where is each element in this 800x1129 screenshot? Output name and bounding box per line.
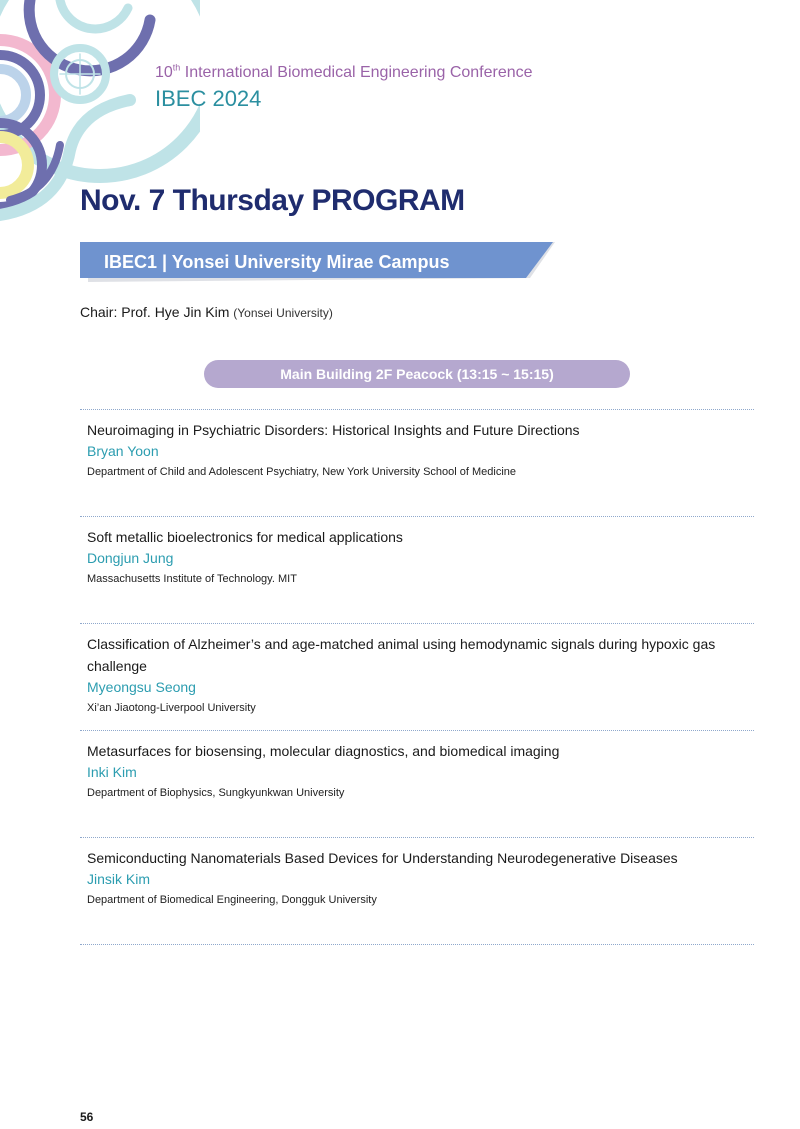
speaker-name: Inki Kim [87,764,137,780]
talk-title: Classification of Alzheimer’s and age-matched animal using hemodynamic signals during hypoxic gas challenge [87,636,716,674]
chair-affiliation: (Yonsei University) [233,306,333,320]
speaker-affiliation: Department of Biophysics, Sungkyunkwan University [87,787,345,799]
chair-name: Chair: Prof. Hye Jin Kim [80,304,230,320]
room-time-badge: Main Building 2F Peacock (13:15 ~ 15:15) [204,360,630,388]
conference-name: International Biomedical Engineering Conference [180,64,533,81]
talk-list [80,409,754,945]
conference-ordinal-suffix: th [172,62,181,73]
speaker-affiliation: Department of Child and Adolescent Psychiatry, New York University School of Medicine [87,466,517,478]
talk-title: Semiconducting Nanomaterials Based Devices for Understanding Neurodegenerative Diseases [87,850,678,866]
session-banner [80,242,555,283]
talk-item [80,838,754,945]
page-title: Nov. 7 Thursday PROGRAM [80,184,465,217]
speaker-affiliation: Department of Biomedical Engineering, Dongguk University [87,894,377,906]
talk-item [80,410,754,517]
session-title: IBEC1 | Yonsei University Mirae Campus [104,252,450,272]
speaker-name: Myeongsu Seong [87,679,196,695]
talk-item [80,624,754,731]
speaker-name: Dongjun Jung [87,550,174,566]
talk-title: Soft metallic bioelectronics for medical applications [87,529,403,545]
talk-title: Neuroimaging in Psychiatric Disorders: Historical Insights and Future Directions [87,422,580,438]
page-number: 56 [80,1110,94,1124]
talk-title: Metasurfaces for biosensing, molecular diagnostics, and biomedical imaging [87,743,560,759]
speaker-affiliation: Xi’an Jiaotong-Liverpool University [87,702,256,714]
talk-item [80,731,754,838]
conference-ordinal-number: 10 [155,64,173,81]
speaker-name: Bryan Yoon [87,443,159,459]
speaker-affiliation: Massachusetts Institute of Technology. MIT [87,573,297,585]
talk-item [80,517,754,624]
conference-short-name: IBEC 2024 [155,86,262,111]
conference-title [155,64,533,82]
session-chair [80,304,333,320]
speaker-name: Jinsik Kim [87,871,151,887]
